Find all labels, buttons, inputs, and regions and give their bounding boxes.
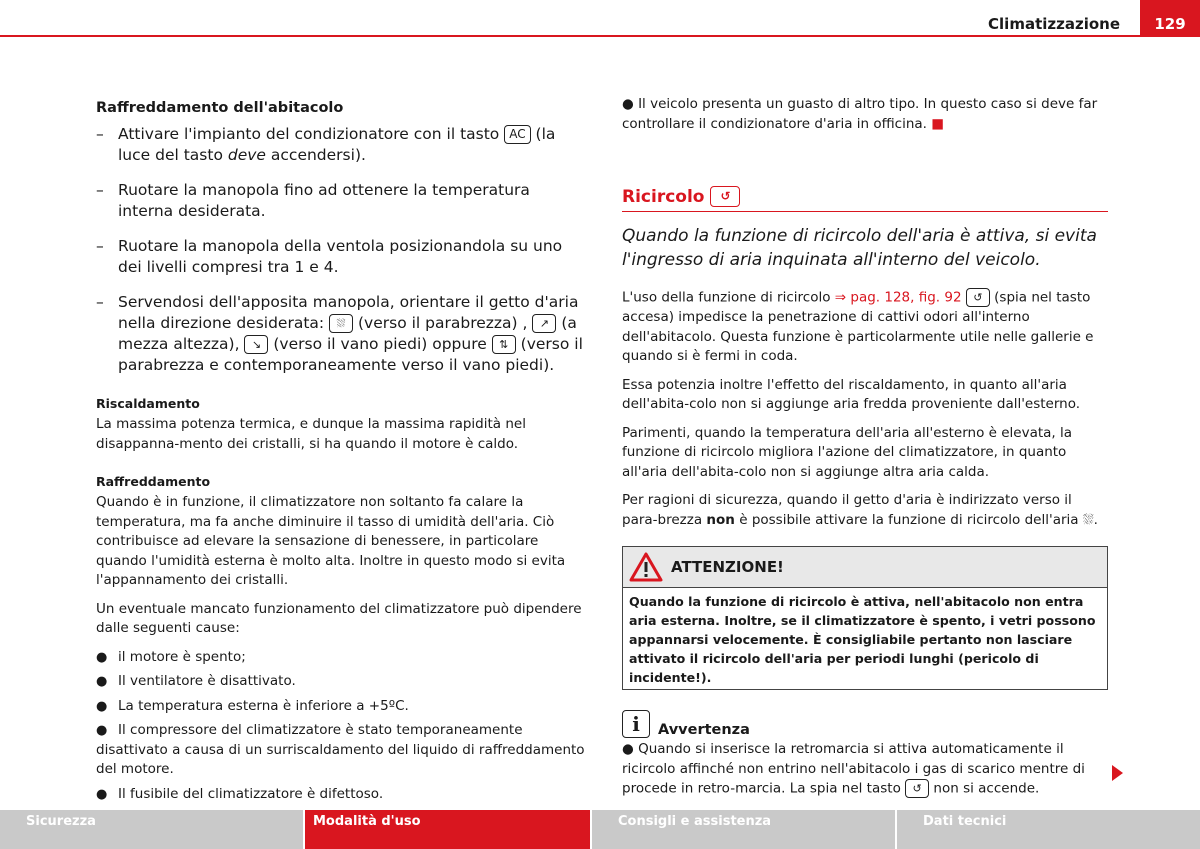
recirculation-key-icon: ↺ <box>966 288 990 307</box>
list-item: ● La temperatura esterna è inferiore a +5ºC. <box>96 697 409 714</box>
section-title: Ricircolo ↺ <box>622 186 1108 207</box>
warning-text: Quando la funzione di ricircolo è attiva, nell'abitacolo non entra aria esterna. Inoltre, se il climatizzatore è spento, i vetri possono appannarsi velocemente. È consigliabile pertanto non lasciare attivato il ricircolo dell'aria per periodi lunghi (pericolo di incidente!). <box>629 594 1096 685</box>
subheading-riscaldamento: Riscaldamento <box>96 396 200 411</box>
page-number: 129 <box>1140 0 1200 37</box>
warning-box <box>622 546 1108 690</box>
recirculation-icon: ↺ <box>710 186 740 207</box>
step-1: – Attivare l'impianto del condizionatore con il tasto AC (la luce del tasto deve accendersi). <box>96 125 556 164</box>
subheading-raffreddamento: Raffreddamento <box>96 474 211 489</box>
list-item: ● il motore è spento; <box>96 648 246 665</box>
next-page-arrow-icon[interactable] <box>1112 765 1123 781</box>
tab-consigli-assistenza[interactable]: Consigli e assistenza <box>592 810 895 849</box>
paragraph: Essa potenzia inoltre l'effetto del riscaldamento, in quanto all'aria dell'abita-colo non si aggiunge aria fredda proveniente dall'esterno. <box>622 376 1081 412</box>
paragraph: L'uso della funzione di ricircolo ⇒ pag. 128, fig. 92 ↺ (spia nel tasto accesa) impedisce la penetrazione di cattivi odori all'interno dell'abitacolo. Questa funzione è particolarmente utile nelle gallerie e quando si è fermi in coda. <box>622 289 1094 364</box>
windshield-airflow-icon: ⛆ <box>329 314 353 333</box>
list-item: ● Il ventilatore è disattivato. <box>96 673 296 689</box>
end-square-icon: ■ <box>931 115 945 132</box>
right-column <box>622 95 1108 799</box>
step-2: – Ruotare la manopola fino ad ottenere la temperatura interna desiderata. <box>96 181 530 220</box>
ac-key-icon: AC <box>504 125 530 144</box>
paragraph: Parimenti, quando la temperatura dell'aria all'esterno è elevata, la funzione di ricircolo migliora l'azione del climatizzatore, in quanto all'aria dell'abita-colo non si aggiunge altra aria calda. <box>622 424 1073 480</box>
tab-sicurezza[interactable]: Sicurezza <box>0 810 303 849</box>
windshield-footwell-airflow-icon: ⇅ <box>492 335 516 354</box>
paragraph: Quando è in funzione, il climatizzatore non soltanto fa calare la temperatura, ma fa anche diminuire il tasso di umidità dell'aria. Ciò contribuisce ad elevare la sensazione di benessere, in particolare quando l'umidità esterna è molto alta. Inoltre in questo modo si evita l'appannamento dei cristalli. <box>96 494 566 588</box>
list-item: ● Il fusibile del climatizzatore è difettoso. <box>96 785 384 802</box>
lead-text: Quando la funzione di ricircolo dell'aria è attiva, si evita l'ingresso di aria inquinata all'interno del veicolo. <box>622 226 1097 270</box>
tab-modalita-uso[interactable]: Modalità d'uso <box>305 810 590 849</box>
section-rule <box>622 211 1108 212</box>
left-column <box>96 95 586 809</box>
footer-nav <box>0 810 1200 849</box>
warning-header: ATTENZIONE! <box>623 547 1107 588</box>
paragraph: Un eventuale mancato funzionamento del climatizzatore può dipendere dalle seguenti cause: <box>96 600 582 636</box>
step-3: – Ruotare la manopola della ventola posizionandola su uno dei livelli compresi tra 1 e 4. <box>96 237 563 276</box>
defrost-icon: ⛆ <box>1082 511 1094 528</box>
section-heading: Raffreddamento dell'abitacolo <box>96 100 344 116</box>
header-rule <box>0 35 1140 37</box>
note-header: i Avvertenza <box>622 710 1108 738</box>
step-4: – Servendosi dell'apposita manopola, orientare il getto d'aria nella direzione desiderata: ⛆ (verso il parabrezza) , ↗ (a mezza altezza), ↘ (verso il vano piedi) oppure ⇅ (verso il parabrezza e contemporaneamente verso il vano piedi). <box>96 293 583 374</box>
intro-bullet: ● Il veicolo presenta un guasto di altro tipo. In questo caso si deve far controllare il condizionatore d'aria in officina. ■ <box>622 96 1098 132</box>
info-icon: i <box>622 710 650 738</box>
note-text: ● Quando si inserisce la retromarcia si attiva automaticamente il ricircolo affinché non entrino nell'abitacolo i gas di scarico mentre di procede in retro-marcia. La spia nel tasto ↺ non si accende. <box>622 741 1085 797</box>
chapter-title: Climatizzazione <box>988 15 1120 33</box>
recirculation-key-icon: ↺ <box>905 779 929 798</box>
mid-airflow-icon: ↗ <box>532 314 556 333</box>
list-item: ● Il compressore del climatizzatore è stato temporaneamente disattivato a causa di un surriscaldamento del liquido di raffreddamento del motore. <box>96 722 585 777</box>
paragraph: La massima potenza termica, e dunque la massima rapidità nel disappanna-mento dei cristalli, si ha quando il motore è caldo. <box>96 416 526 452</box>
tab-dati-tecnici[interactable]: Dati tecnici <box>897 810 1200 849</box>
warning-triangle-icon <box>629 552 663 582</box>
paragraph: Per ragioni di sicurezza, quando il getto d'aria è indirizzato verso il para-brezza non è possibile attivare la funzione di ricircolo dell'aria ⛆. <box>622 492 1098 528</box>
footwell-airflow-icon: ↘ <box>244 335 268 354</box>
page-reference-link[interactable]: ⇒ pag. 128, fig. 92 <box>834 289 962 306</box>
